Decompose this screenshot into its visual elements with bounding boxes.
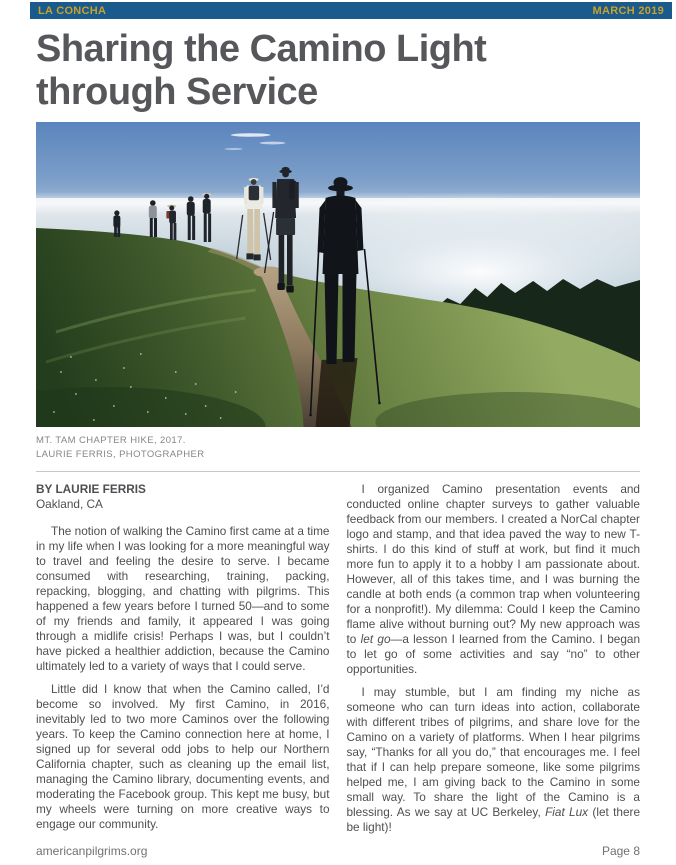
article-paragraph: I organized Camino presentation events and conducted online chapter surveys to gather valuable feedback from our members. I created a NorCal chapter logo and stamp, and that idea paved the way to new T-shirts. I do this kind of stuff at work, but find it much more fun to apply it to a hobby I am passionate about. However, all of this takes time, and I was burning the candle at both ends (a common trap when volunteering for a nonprofit!). My dilemma: Could I keep the Camino flame alive without burning out? My new approach was to let go—a lesson I learned from the Camino. I began to let go of some activities and say “no” to other opportunities. — [346, 482, 641, 677]
photo-caption — [36, 434, 640, 461]
article-column-right — [347, 482, 641, 835]
footer-page-number: Page 8 — [601, 844, 640, 858]
byline — [36, 482, 330, 512]
article-body — [36, 482, 640, 835]
photo-caption-line1: MT. TAM CHAPTER HIKE, 2017. — [36, 435, 186, 447]
article-paragraph: Little did I know that when the Camino called, I’d become so involved. My first Camino, in 2016, inevitably led to two more Caminos over the following years. To keep the Camino connection here at home, I signed up for several odd jobs to help our Northern California chapter, such as cleaning up the email list, managing the Camino library, documenting events, and moderating the Facebook group. This kept me busy, but my wheels were turning on more creative ways to engage our community. — [36, 682, 330, 832]
section-divider — [36, 471, 640, 472]
article-paragraph: I may stumble, but I am finding my niche as someone who can turn ideas into action, collaborate with different tribes of pilgrims, and share love for the Camino on a variety of platforms. When I hear pilgrims say, “Thanks for all you do,” that encourages me. I feel that if I can help prepare someone, like some pilgrims helped me, I am giving back to the Camino in some small way. To share the light of the Camino is a blessing. As we say at UC Berkeley, Fiat Lux (let there be light)! — [346, 685, 641, 835]
cloud-wisp — [225, 148, 243, 150]
hike-photo-illustration — [36, 122, 640, 427]
masthead-bar — [30, 2, 672, 19]
footer-website: americanpilgrims.org — [36, 844, 148, 858]
byline-location: Oakland, CA — [36, 497, 103, 512]
cloud-wisp — [260, 142, 286, 145]
page-footer — [36, 844, 640, 858]
byline-author: BY LAURIE FERRIS — [36, 482, 146, 497]
newsletter-name: LA CONCHA — [38, 4, 107, 17]
chapter-hike-photo — [36, 122, 640, 427]
article-column-left — [36, 482, 330, 835]
article-paragraph: The notion of walking the Camino first came at a time in my life when I was looking for a more meaningful way to travel and feeling the desire to serve. I became consumed with researching, training, packing, repacking, blogging, and chatting with pilgrims. This happened a few years before I turned 50—and to some of my friends and family, it appeared I was going through a midlife crisis! Perhaps I was, but I couldn’t have picked a healthier addiction, because the Camino ultimately led to a variety of ways that I could serve. — [36, 524, 330, 674]
issue-date: MARCH 2019 — [592, 4, 664, 17]
article-title: Sharing the Camino Light through Service — [36, 28, 487, 113]
cloud-wisp — [231, 133, 271, 136]
photo-caption-line2: LAURIE FERRIS, PHOTOGRAPHER — [36, 448, 205, 460]
